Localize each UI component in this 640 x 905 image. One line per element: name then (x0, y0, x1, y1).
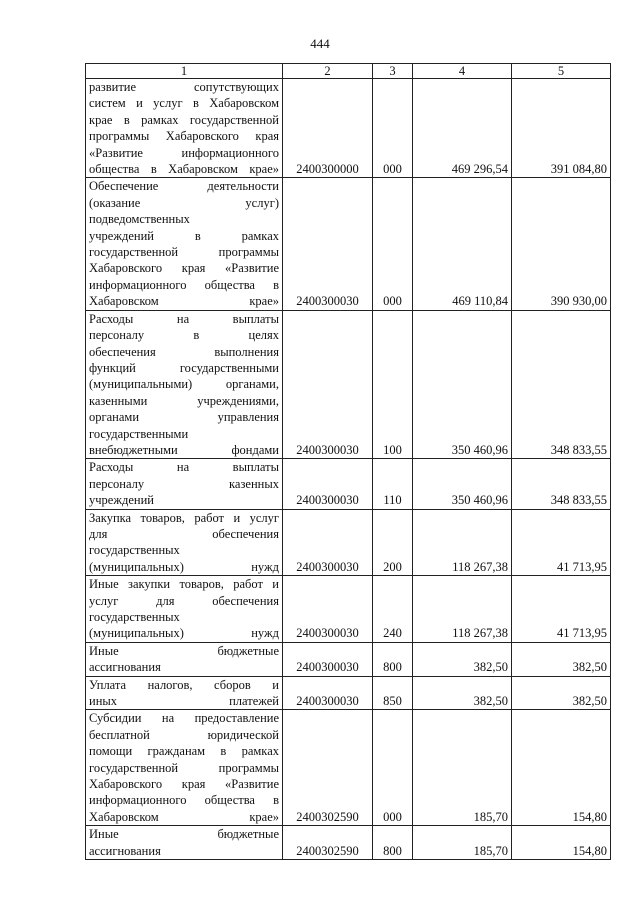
column-header: 3 (373, 64, 413, 79)
description-line: информационного общества в (89, 793, 279, 808)
description-line: ассигнования (89, 660, 161, 675)
target-code: 2400302590 (283, 710, 373, 826)
amount-col5: 41 713,95 (512, 576, 611, 643)
description-line: функций государственными (89, 360, 279, 375)
amount-col5: 391 084,80 (512, 79, 611, 178)
item-description (86, 310, 283, 459)
amount-col4: 469 296,54 (413, 79, 512, 178)
table-row (86, 826, 611, 860)
target-code: 2400300030 (283, 509, 373, 576)
description-line: Субсидии на предоставление (89, 711, 279, 726)
table-row (86, 79, 611, 178)
description-line: общества в Хабаровском крае» (89, 162, 279, 177)
table-row (86, 178, 611, 310)
item-description (86, 79, 283, 178)
description-line: информационного общества в (89, 277, 279, 292)
description-line: ассигнования (89, 843, 161, 858)
description-line: (муниципальных) нужд (89, 559, 279, 574)
table-row (86, 576, 611, 643)
table-row (86, 642, 611, 676)
description-line: (муниципальных) нужд (89, 626, 279, 641)
description-line: крае в рамках государственной (89, 112, 279, 127)
target-code: 2400300030 (283, 310, 373, 459)
description-line: Хабаровском крае» (89, 809, 279, 824)
amount-col4: 185,70 (413, 826, 512, 860)
item-description (86, 178, 283, 310)
expense-type: 110 (373, 459, 413, 509)
amount-col4: 350 460,96 (413, 459, 512, 509)
item-description (86, 710, 283, 826)
description-line: развитие сопутствующих (89, 80, 279, 94)
amount-col5: 154,80 (512, 710, 611, 826)
table-row (86, 710, 611, 826)
column-header: 4 (413, 64, 512, 79)
amount-col5: 41 713,95 (512, 509, 611, 576)
description-line: для обеспечения (89, 526, 279, 541)
description-line: иных платежей (89, 694, 279, 709)
description-line: обеспечения выполнения (89, 344, 279, 359)
target-code: 2400300030 (283, 676, 373, 710)
description-line: государственной программы (89, 760, 279, 775)
description-line: «Развитие информационного (89, 145, 279, 160)
target-code: 2400300000 (283, 79, 373, 178)
target-code: 2400300030 (283, 576, 373, 643)
description-line: Обеспечение деятельности (89, 179, 279, 194)
target-code: 2400302590 (283, 826, 373, 860)
table-row (86, 676, 611, 710)
item-description (86, 459, 283, 509)
amount-col4: 350 460,96 (413, 310, 512, 459)
description-line: Хабаровском крае» (89, 294, 279, 309)
page-number: 444 (310, 36, 330, 51)
description-line: государственных (89, 543, 180, 558)
description-line: Хабаровского края «Развитие (89, 261, 279, 276)
description-line: программы Хабаровского края (89, 129, 279, 144)
amount-col4: 382,50 (413, 676, 512, 710)
expense-type: 200 (373, 509, 413, 576)
item-description (86, 642, 283, 676)
description-line: учреждений в рамках (89, 228, 279, 243)
amount-col5: 348 833,55 (512, 310, 611, 459)
description-line: Уплата налогов, сборов и (89, 677, 279, 692)
expense-type: 000 (373, 710, 413, 826)
amount-col4: 118 267,38 (413, 509, 512, 576)
item-description (86, 826, 283, 860)
budget-table (85, 63, 611, 860)
description-line: (оказание услуг) (89, 195, 279, 210)
description-line: Иные закупки товаров, работ и (89, 577, 279, 592)
amount-col4: 185,70 (413, 710, 512, 826)
description-line: Иные бюджетные (89, 643, 279, 658)
amount-col4: 118 267,38 (413, 576, 512, 643)
expense-type: 000 (373, 79, 413, 178)
description-line: бесплатной юридической (89, 727, 279, 742)
table-row (86, 459, 611, 509)
column-header: 2 (283, 64, 373, 79)
expense-type: 800 (373, 826, 413, 860)
description-line: государственной программы (89, 245, 279, 260)
description-line: услуг для обеспечения (89, 593, 279, 608)
column-header: 5 (512, 64, 611, 79)
column-header-row (86, 64, 611, 79)
description-line: государственными (89, 426, 189, 441)
table-row (86, 310, 611, 459)
description-line: Расходы на выплаты (89, 311, 279, 326)
description-line: Закупка товаров, работ и услуг (89, 510, 279, 525)
amount-col4: 469 110,84 (413, 178, 512, 310)
description-line: персоналу в целях (89, 328, 279, 343)
amount-col5: 382,50 (512, 676, 611, 710)
expense-type: 800 (373, 642, 413, 676)
target-code: 2400300030 (283, 642, 373, 676)
expense-type: 000 (373, 178, 413, 310)
amount-col5: 348 833,55 (512, 459, 611, 509)
description-line: Иные бюджетные (89, 827, 279, 842)
item-description (86, 676, 283, 710)
expense-type: 100 (373, 310, 413, 459)
description-line: помощи гражданам в рамках (89, 744, 279, 759)
description-line: (муниципальными) органами, (89, 377, 279, 392)
amount-col5: 382,50 (512, 642, 611, 676)
description-line: учреждений (89, 493, 154, 508)
item-description (86, 509, 283, 576)
description-line: внебюджетными фондами (89, 442, 279, 457)
description-line: государственных (89, 610, 180, 624)
description-line: Расходы на выплаты (89, 460, 279, 475)
description-line: персоналу казенных (89, 476, 279, 491)
expense-type: 240 (373, 576, 413, 643)
table-row (86, 509, 611, 576)
description-line: подведомственных (89, 212, 190, 227)
target-code: 2400300030 (283, 178, 373, 310)
item-description (86, 576, 283, 643)
description-line: систем и услуг в Хабаровском (89, 96, 279, 111)
amount-col5: 154,80 (512, 826, 611, 860)
description-line: Хабаровского края «Развитие (89, 777, 279, 792)
amount-col4: 382,50 (413, 642, 512, 676)
target-code: 2400300030 (283, 459, 373, 509)
amount-col5: 390 930,00 (512, 178, 611, 310)
column-header: 1 (86, 64, 283, 79)
expense-type: 850 (373, 676, 413, 710)
description-line: органами управления (89, 410, 279, 425)
description-line: казенными учреждениями, (89, 393, 279, 408)
